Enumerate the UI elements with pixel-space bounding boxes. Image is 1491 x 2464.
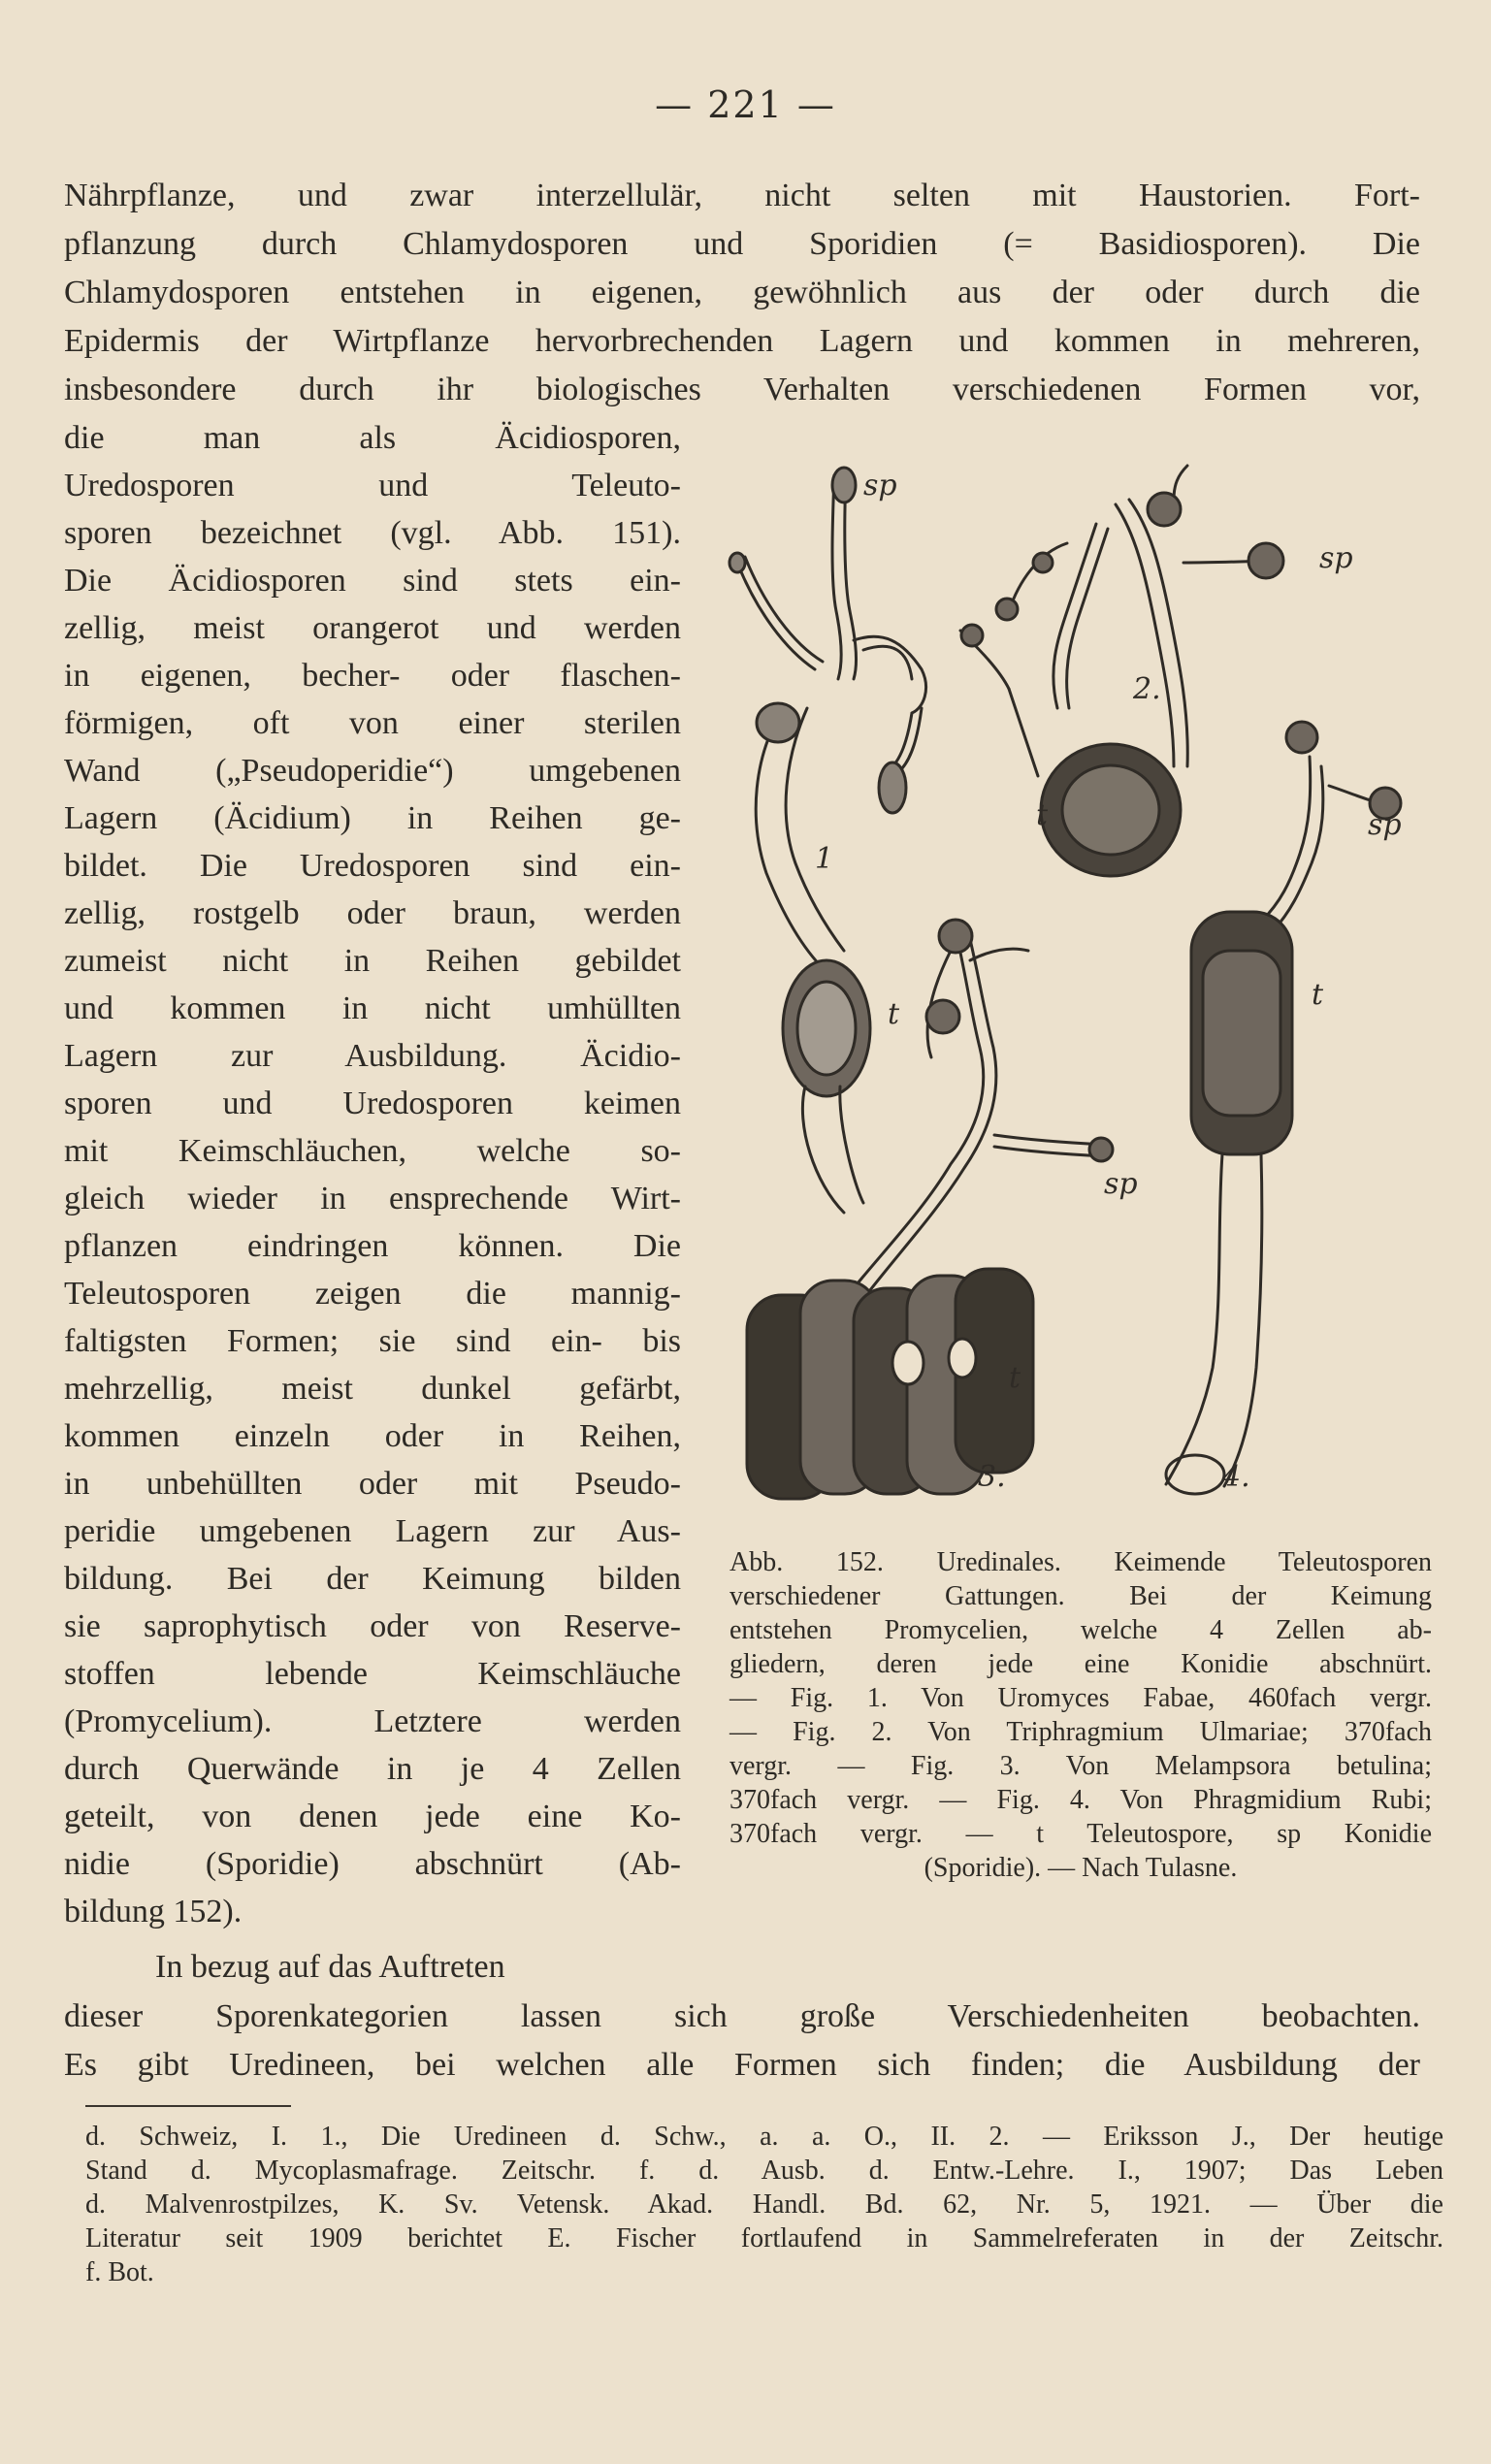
footnote-line: f. Bot. (85, 2257, 154, 2287)
label-sp: sp (863, 469, 897, 503)
text-line: durch Querwände in je 4 Zellen (64, 1751, 681, 1787)
text-line: Lagern zur Ausbildung. Äcidio- (64, 1038, 681, 1074)
figure-caption-line: Abb. 152. Uredinales. Keimende Teleutosporen (729, 1547, 1432, 1577)
text-line: nidie (Sporidie) abschnürt (Ab- (64, 1846, 681, 1882)
figure-caption-line: entstehen Promycelien, welche 4 Zellen ab- (729, 1615, 1432, 1645)
footnote-line: Stand d. Mycoplasmafrage. Zeitschr. f. d. Ausb. d. Entw.-Lehre. I., 1907; Das Leben (85, 2156, 1443, 2186)
text-line: Die Äcidiosporen sind stets ein- (64, 563, 681, 599)
label-fig3: 3. (978, 1460, 1006, 1494)
text-line: sie saprophytisch oder von Reserve- (64, 1608, 681, 1644)
fig4-drawing (1166, 722, 1401, 1494)
label-t: t (1036, 798, 1049, 832)
text-line: In bezug auf das Auftreten (155, 1949, 505, 1985)
figure-caption-line: 370fach vergr. — Fig. 4. Von Phragmidium Rubi; (729, 1785, 1432, 1815)
text-line: peridie umgebenen Lagern zur Aus- (64, 1513, 681, 1549)
text-line: (Promycelium). Letztere werden (64, 1703, 681, 1739)
label-sp: sp (1104, 1167, 1138, 1201)
text-line: förmigen, oft von einer sterilen (64, 705, 681, 741)
figure-caption-line: — Fig. 2. Von Triphragmium Ulmariae; 370fach (729, 1717, 1432, 1747)
text-line: bildet. Die Uredosporen sind ein- (64, 848, 681, 884)
text-line: sporen bezeichnet (vgl. Abb. 151). (64, 515, 681, 551)
label-fig2: 2. (1133, 672, 1161, 706)
label-fig4: 4. (1222, 1460, 1250, 1494)
figure-caption-line: gliedern, deren jede eine Konidie abschnürt. (729, 1649, 1432, 1679)
page-number: — 221 — (655, 83, 836, 126)
label-t: t (1312, 978, 1324, 1012)
text-line: stoffen lebende Keimschläuche (64, 1656, 681, 1692)
text-line: Lagern (Äcidium) in Reihen ge- (64, 800, 681, 836)
text-line: Wand („Pseudoperidie“) umgebenen (64, 753, 681, 789)
text-line: sporen und Uredosporen keimen (64, 1086, 681, 1121)
text-line: geteilt, von denen jede eine Ko- (64, 1799, 681, 1834)
text-line: zellig, rostgelb oder braun, werden (64, 895, 681, 931)
label-t: t (888, 997, 900, 1031)
text-line: Epidermis der Wirtpflanze hervorbrechenden Lagern und kommen in mehreren, (64, 323, 1420, 359)
figure-caption-line: (Sporidie). — Nach Tulasne. (924, 1853, 1238, 1883)
label-sp: sp (1319, 541, 1353, 575)
footnote-line: d. Schweiz, I. 1., Die Uredineen d. Schw., a. a. O., II. 2. — Eriksson J., Der heutige (85, 2122, 1443, 2152)
fig2-drawing (960, 466, 1283, 876)
text-line: zellig, meist orangerot und werden (64, 610, 681, 646)
text-line: insbesondere durch ihr biologisches Verhalten verschiedenen Formen vor, (64, 372, 1420, 407)
text-line: Es gibt Uredineen, bei welchen alle Formen sich finden; die Ausbildung der (64, 2047, 1420, 2083)
text-line: pflanzung durch Chlamydosporen und Sporidien (= Basidiosporen). Die (64, 226, 1420, 262)
text-line: mit Keimschläuchen, welche so- (64, 1133, 681, 1169)
label-sp: sp (1368, 808, 1402, 842)
text-line: bildung. Bei der Keimung bilden (64, 1561, 681, 1597)
text-line: gleich wieder in ensprechende Wirt- (64, 1181, 681, 1216)
text-line: dieser Sporenkategorien lassen sich große Verschiedenheiten beobachten. (64, 1998, 1420, 2034)
text-line: die man als Äcidiosporen, (64, 420, 681, 456)
text-line: Nährpflanze, und zwar interzellulär, nicht selten mit Haustorien. Fort- (64, 178, 1420, 213)
text-line: bildung 152). (64, 1894, 243, 1929)
text-line: in eigenen, becher- oder flaschen- (64, 658, 681, 694)
text-line: Chlamydosporen entstehen in eigenen, gewöhnlich aus der oder durch die (64, 275, 1420, 310)
text-line: zumeist nicht in Reihen gebildet (64, 943, 681, 979)
text-line: kommen einzeln oder in Reihen, (64, 1418, 681, 1454)
footnote-rule (85, 2105, 291, 2107)
text-line: pflanzen eindringen können. Die (64, 1228, 681, 1264)
text-line: mehrzellig, meist dunkel gefärbt, (64, 1371, 681, 1407)
figure-caption-line: verschiedener Gattungen. Bei der Keimung (729, 1581, 1432, 1611)
text-line: faltigsten Formen; sie sind ein- bis (64, 1323, 681, 1359)
label-fig1: 1 (815, 842, 834, 876)
text-line: Uredosporen und Teleuto- (64, 468, 681, 503)
text-line: in unbehüllten oder mit Pseudo- (64, 1466, 681, 1502)
text-line: und kommen in nicht umhüllten (64, 990, 681, 1026)
text-line: Teleutosporen zeigen die mannig- (64, 1276, 681, 1312)
footnote-line: Literatur seit 1909 berichtet E. Fischer fortlaufend in Sammelreferaten in der Zeitschr. (85, 2223, 1443, 2253)
label-t: t (1009, 1361, 1021, 1395)
figure-illustration (718, 446, 1416, 1528)
figure-caption-line: vergr. — Fig. 3. Von Melampsora betulina; (729, 1751, 1432, 1781)
figure-caption-line: — Fig. 1. Von Uromyces Fabae, 460fach vergr. (729, 1683, 1432, 1713)
fig1-drawing (729, 468, 926, 1213)
footnote-line: d. Malvenrostpilzes, K. Sv. Vetensk. Akad. Handl. Bd. 62, Nr. 5, 1921. — Über die (85, 2189, 1443, 2220)
figure-caption-line: 370fach vergr. — t Teleutospore, sp Konidie (729, 1819, 1432, 1849)
